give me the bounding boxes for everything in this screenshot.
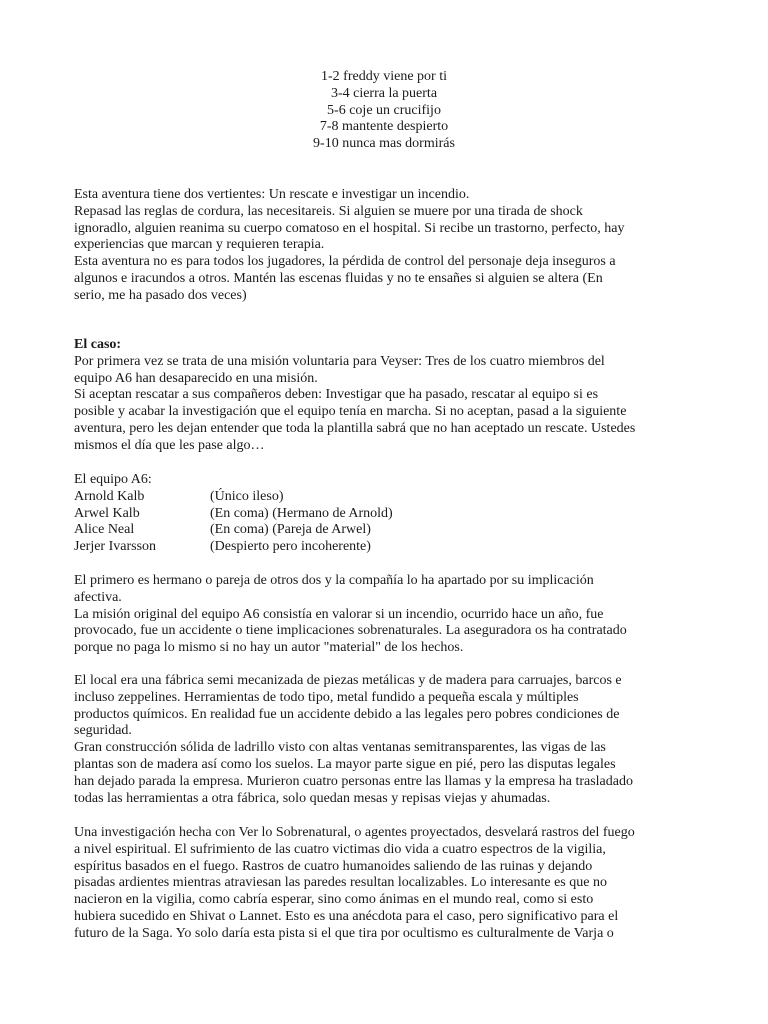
team-title: El equipo A6: xyxy=(74,472,152,487)
team-member-row xyxy=(74,506,694,523)
case-heading: El caso: xyxy=(74,337,122,352)
member-name: Jerjer Ivarsson xyxy=(74,539,157,555)
dice-entry: 7-8 mantente despierto xyxy=(319,119,449,135)
text-line: El primero es hermano o pareja de otros dos y la compañía lo ha apartado por su implicación xyxy=(74,573,594,588)
text-line: Esta aventura no es para todos los jugadores, la pérdida de control del personaje deja inseguros a xyxy=(74,254,616,270)
text-line: equipo A6 han desaparecido en una misión. xyxy=(74,370,318,386)
text-line: espíritus basados en el fuego. Rastros de cuatro humanoides saliendo de las ruinas y dejando xyxy=(74,858,593,874)
member-status: (En coma) (Pareja de Arwel) xyxy=(210,522,371,538)
team-section xyxy=(74,472,694,556)
text-line: productos químicos. En realidad fue un accidente debido a las legales pero pobres condiciones de xyxy=(74,706,620,722)
team-member-row xyxy=(74,539,694,556)
text-line: Si aceptan rescatar a sus compañeros deben: Investigar que ha pasado, rescatar al equipo si es xyxy=(74,387,599,403)
text-line: afectiva. xyxy=(74,589,122,605)
text-line: Por primera vez se trata de una misión voluntaria para Veyser: Tres de los cuatro miembros del xyxy=(74,353,605,369)
dice-table xyxy=(0,69,768,153)
member-status: (Despierto pero incoherente) xyxy=(210,539,371,555)
text-line: a nivel espiritual. El sufrimiento de las cuatro victimas dio vida a cuatro espectros de la vigilia, xyxy=(74,841,606,857)
relation-paragraph xyxy=(74,573,694,657)
dice-entry: 5-6 coje un crucifijo xyxy=(327,102,441,118)
text-line: porque no paga lo mismo si no hay un autor "material" de los hechos. xyxy=(74,640,464,656)
text-line: Una investigación hecha con Ver lo Sobrenatural, o agentes proyectados, desvelará rastros del fuego xyxy=(74,825,635,840)
member-name: Arnold Kalb xyxy=(74,488,145,504)
text-line: plantas son de madera así como los suelos. La mayor parte sigue en pié, pero las disputas legales xyxy=(74,756,616,772)
dice-entry: 9-10 nunca mas dormirás xyxy=(313,136,455,152)
text-line: Repasad las reglas de cordura, las necesitareis. Si alguien se muere por una tirada de shock xyxy=(74,203,583,219)
text-line: futuro de la Saga. Yo solo daría esta pista si el que tira por ocultismo es culturalmente de Varja o xyxy=(74,925,614,941)
text-line: todas las herramientas a otra fábrica, solo quedan mesas y repisas viejas y ahumadas. xyxy=(74,790,551,806)
text-line: mismos el día que les pase algo… xyxy=(74,437,265,453)
investigation-paragraph xyxy=(74,825,694,943)
text-line: provocado, fue un accidente o tiene implicaciones sobrenaturales. La aseguradora os ha contratado xyxy=(74,623,627,639)
text-line: hubiera sucedido en Shivat o Lannet. Esto es una anécdota para el caso, pero significativo para el xyxy=(74,908,619,924)
intro-paragraph xyxy=(74,187,694,305)
text-line: La misión original del equipo A6 consistía en valorar si un incendio, ocurrido hace un año, fue xyxy=(74,606,604,622)
member-status: (Único ileso) xyxy=(210,488,284,504)
text-line: Gran construcción sólida de ladrillo visto con altas ventanas semitransparentes, las vigas de las xyxy=(74,740,606,756)
text-line: nacieron en la vigilia, como cabría esperar, sino como ánimas en el mundo real, como si esto xyxy=(74,892,594,908)
text-line: ignoradlo, alguien reanima su cuerpo comatoso en el hospital. Si recibe un trastorno, perfecto, hay xyxy=(74,220,625,236)
case-section xyxy=(74,337,694,455)
factory-paragraph xyxy=(74,673,694,807)
text-line: serio, me ha pasado dos veces) xyxy=(74,287,247,303)
dice-entry: 3-4 cierra la puerta xyxy=(330,85,438,101)
dice-entry: 1-2 freddy viene por ti xyxy=(321,69,447,84)
member-name: Alice Neal xyxy=(74,522,135,538)
member-status: (En coma) (Hermano de Arnold) xyxy=(210,505,393,521)
text-line: han dejado parada la empresa. Murieron cuatro personas entre las llamas y la empresa ha trasladado xyxy=(74,773,633,789)
text-line: algunos e iracundos a otros. Mantén las escenas fluidas y no te ensañes si alguien se altera (En xyxy=(74,270,603,286)
team-member-row xyxy=(74,489,694,506)
member-name: Arwel Kalb xyxy=(74,505,140,521)
text-line: posible y acabar la investigación que el equipo tenía en marcha. Si no aceptan, pasad a la siguiente xyxy=(74,404,627,420)
text-line: seguridad. xyxy=(74,723,132,739)
team-member-row xyxy=(74,522,694,539)
text-line: aventura, pero les dejan entender que toda la plantilla sabrá que no han aceptado un rescate. Ustedes xyxy=(74,420,636,436)
text-line: El local era una fábrica semi mecanizada de piezas metálicas y de madera para carruajes, barcos e xyxy=(74,673,622,688)
text-line: pisadas ardientes mientras atraviesan las paredes resultan localizables. Lo interesante es que no xyxy=(74,875,607,891)
text-line: experiencias que marcan y requieren terapia. xyxy=(74,237,325,253)
text-line: incluso zeppelines. Herramientas de todo tipo, metal fundido a pequeña escala y múltiples xyxy=(74,689,579,705)
text-line: Esta aventura tiene dos vertientes: Un rescate e investigar un incendio. xyxy=(74,187,470,202)
